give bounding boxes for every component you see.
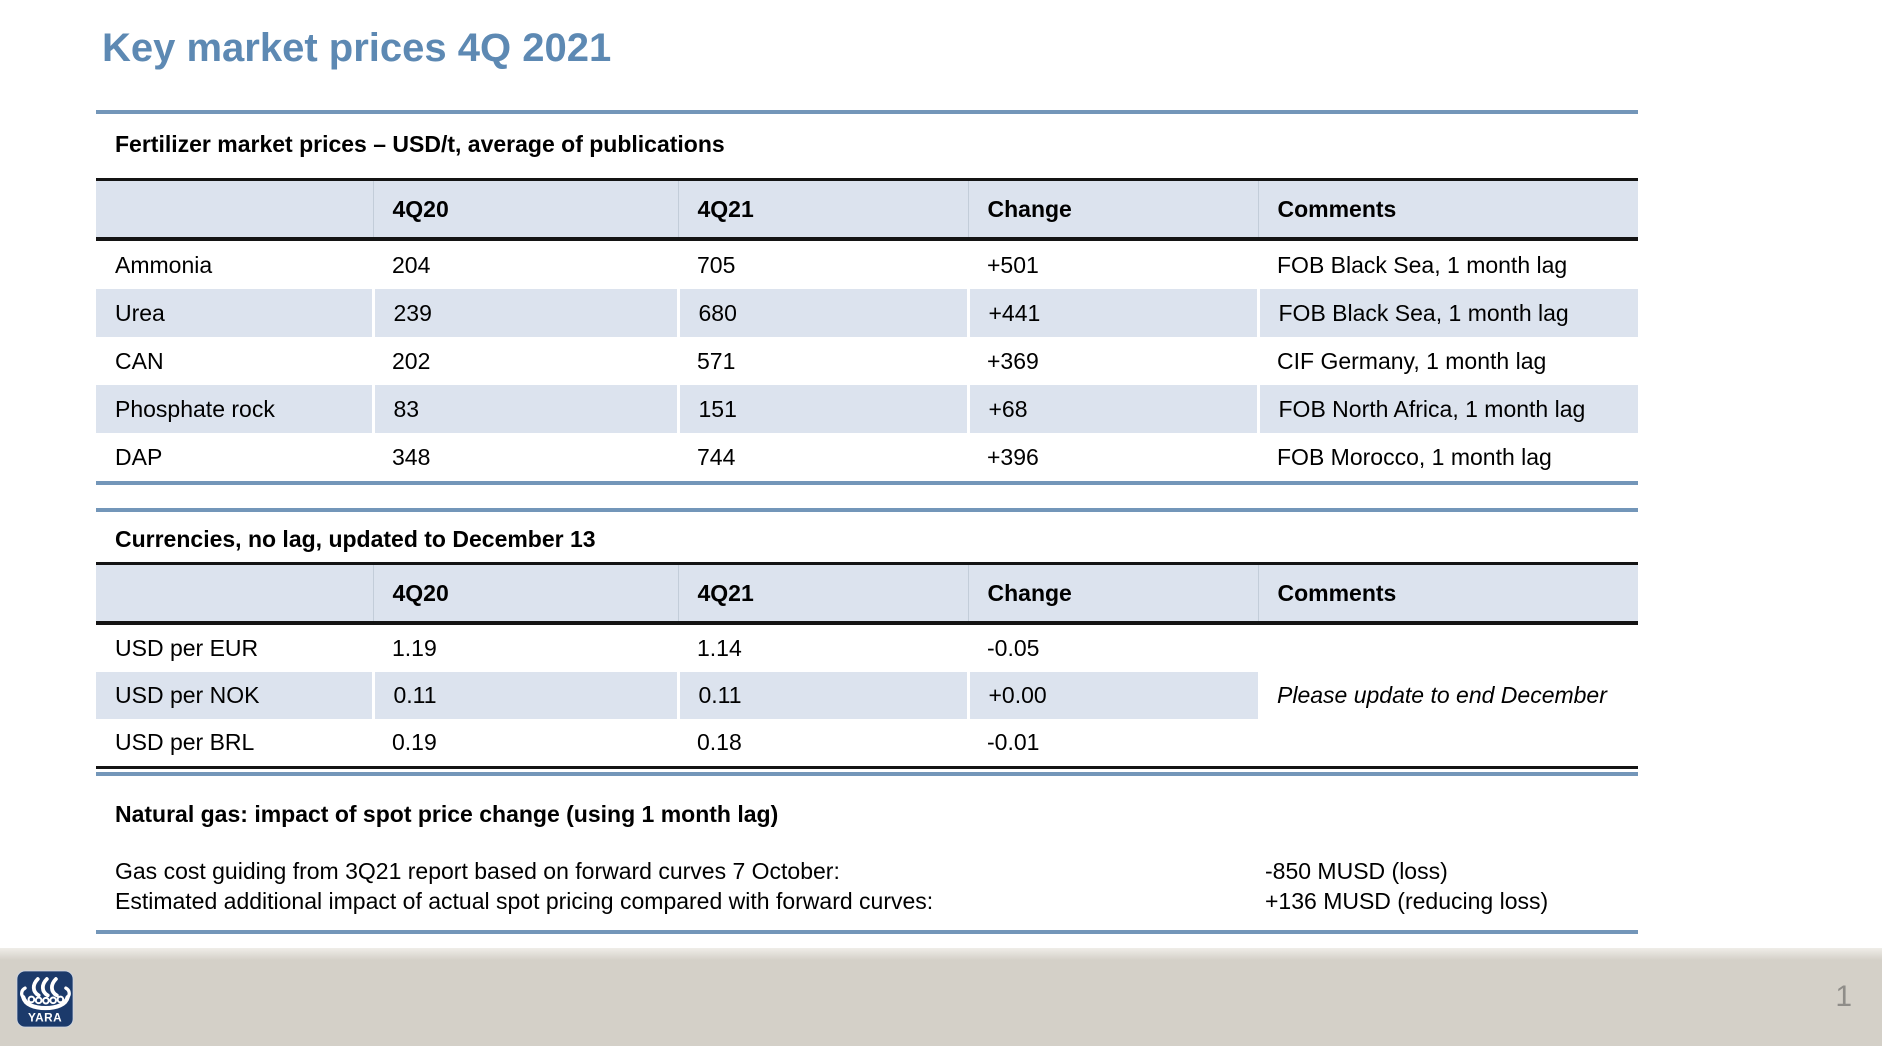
fertilizer-table	[96, 178, 1638, 485]
table-header-row	[96, 564, 1638, 624]
header-cell-comments: Comments	[1258, 180, 1638, 240]
header-cell-change: Change	[968, 180, 1258, 240]
section-rule	[96, 772, 1638, 776]
value-cell: 83	[373, 385, 678, 433]
change-cell: +0.00	[968, 672, 1258, 719]
gas-line-text: Estimated additional impact of actual spot pricing compared with forward curves:	[115, 888, 934, 914]
table-row	[96, 623, 1638, 672]
table-row	[96, 385, 1638, 433]
value-cell: 151	[678, 385, 968, 433]
gas-line	[96, 856, 1638, 886]
value-cell: 744	[697, 443, 736, 470]
comment-cell: FOB Black Sea, 1 month lag	[1258, 289, 1638, 337]
page-number: 1	[1835, 980, 1852, 1013]
comment-cell: CIF Germany, 1 month lag	[1277, 347, 1547, 374]
row-label-cell: Ammonia	[115, 251, 213, 278]
row-label-cell: USD per BRL	[115, 729, 255, 755]
page-title: Key market prices 4Q 2021	[102, 26, 612, 70]
value-cell: 0.18	[697, 729, 742, 755]
change-cell: +68	[968, 385, 1258, 433]
value-cell: 204	[392, 251, 431, 278]
row-label-cell: Urea	[96, 289, 373, 337]
row-label-cell: USD per EUR	[115, 635, 259, 661]
yara-logo	[16, 970, 74, 1028]
change-cell: -0.01	[987, 729, 1040, 755]
gas-line	[96, 886, 1638, 916]
footer-bar	[0, 948, 1882, 1046]
change-cell: +441	[968, 289, 1258, 337]
row-label-cell: DAP	[115, 443, 163, 470]
header-cell-4q20: 4Q20	[373, 180, 678, 240]
header-cell-empty	[96, 564, 373, 624]
currencies-table	[96, 562, 1638, 769]
value-cell: 348	[392, 443, 431, 470]
fertilizer-heading: Fertilizer market prices – USD/t, average of publications	[115, 131, 725, 157]
header-cell-4q21: 4Q21	[678, 180, 968, 240]
value-cell: 0.11	[373, 672, 678, 719]
change-cell: +396	[987, 443, 1039, 470]
header-cell-comments: Comments	[1258, 564, 1638, 624]
table-row	[96, 239, 1638, 289]
comment-cell: FOB Morocco, 1 month lag	[1277, 443, 1552, 470]
row-label-cell: USD per NOK	[96, 672, 373, 719]
row-label-cell: Phosphate rock	[96, 385, 373, 433]
header-cell-change: Change	[968, 564, 1258, 624]
logo-wordmark: YARA	[27, 1011, 63, 1025]
table-header-row	[96, 180, 1638, 240]
comment-cell: FOB North Africa, 1 month lag	[1258, 385, 1638, 433]
table-row	[96, 433, 1638, 483]
title-rule	[96, 110, 1638, 114]
value-cell: 680	[678, 289, 968, 337]
natural-gas-block	[96, 856, 1638, 916]
value-cell: 705	[697, 251, 736, 278]
section-rule	[96, 508, 1638, 512]
currencies-heading: Currencies, no lag, updated to December 13	[115, 526, 596, 552]
value-cell: 1.19	[392, 635, 437, 661]
comment-note: Please update to end December	[1258, 623, 1638, 768]
bottom-rule	[96, 930, 1638, 934]
row-label-cell: CAN	[115, 347, 164, 374]
value-cell: 571	[697, 347, 736, 374]
gas-line-value: +136 MUSD (reducing loss)	[1265, 888, 1549, 914]
table-row	[96, 289, 1638, 337]
value-cell: 0.19	[392, 729, 437, 755]
value-cell: 202	[392, 347, 431, 374]
gas-line-value: -850 MUSD (loss)	[1265, 858, 1448, 884]
gas-line-text: Gas cost guiding from 3Q21 report based on forward curves 7 October:	[115, 858, 840, 884]
value-cell: 0.11	[678, 672, 968, 719]
table-row	[96, 337, 1638, 385]
natural-gas-heading: Natural gas: impact of spot price change (using 1 month lag)	[115, 801, 779, 827]
comment-cell: FOB Black Sea, 1 month lag	[1277, 251, 1568, 278]
change-cell: +369	[987, 347, 1039, 374]
header-cell-4q21: 4Q21	[678, 564, 968, 624]
value-cell: 1.14	[697, 635, 742, 661]
header-cell-4q20: 4Q20	[373, 564, 678, 624]
header-cell-empty	[96, 180, 373, 240]
change-cell: -0.05	[987, 635, 1040, 661]
change-cell: +501	[987, 251, 1039, 278]
value-cell: 239	[373, 289, 678, 337]
